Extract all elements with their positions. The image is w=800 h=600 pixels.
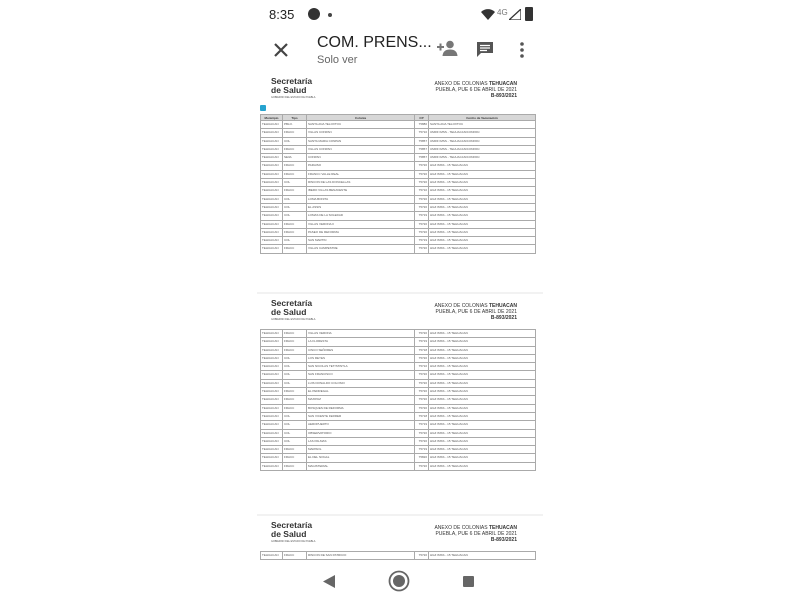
table-row [261, 446, 536, 454]
table-cell: COL [283, 421, 307, 429]
table-cell: TEHUACAN [261, 346, 283, 354]
document-page-2 [257, 294, 543, 514]
table-cell: TEHUACAN [261, 187, 283, 195]
table-cell: COL [283, 354, 307, 362]
table-row [261, 195, 536, 203]
table-cell: EL ASSIS [307, 203, 415, 211]
table-cell: 75719 [415, 421, 429, 429]
table-cell: VILLAS VERONA II [307, 220, 415, 228]
table-cell: OBSERVATORIO [307, 429, 415, 437]
table-cell: TEHUACAN [261, 396, 283, 404]
table-cell: TEHUACAN [261, 404, 283, 412]
table-cell: HGZ IMSS - 15 TEHUACAN [429, 552, 536, 560]
logo-subtext: GOBIERNO DEL ESTADO DE PUEBLA [271, 96, 316, 99]
table-cell: TEHUACAN [261, 552, 283, 560]
table-cell: FRACC [283, 462, 307, 470]
table-body [261, 552, 536, 560]
colonias-table [260, 329, 536, 471]
table-cell: TEHUACAN [261, 212, 283, 220]
signal-icon [509, 9, 521, 20]
table-cell: LUIS DONALDO COLOSIO [307, 379, 415, 387]
table-cell: LOMAS DE LA SOLEDAD [307, 212, 415, 220]
table-cell: COL [283, 179, 307, 187]
notification-dot-icon [328, 13, 332, 17]
table-cell: AEROPUERTO [307, 421, 415, 429]
table-cell: 75720 [415, 245, 429, 253]
table-cell: UMRF IMSS - TEHUACAN/CONPAN [429, 145, 536, 153]
header-city: TEHUACAN [488, 303, 517, 309]
table-cell: VILLAS CONPAN [307, 129, 415, 137]
table-cell: IBERO VILLAS BENAVENTE [307, 187, 415, 195]
table-cell: PBLO. [283, 121, 307, 129]
table-row [261, 454, 536, 462]
table-cell: HGZ IMSS - 15 TEHUACAN [429, 454, 536, 462]
comment-icon[interactable] [476, 41, 494, 58]
table-cell: 75720 [415, 162, 429, 170]
table-cell: 75720 [415, 354, 429, 362]
table-cell: HGZ IMSS - 15 TEHUACAN [429, 187, 536, 195]
header-place-date: PUEBLA, PUE 6 DE ABRIL DE 2021 [435, 309, 517, 315]
table-row [261, 363, 536, 371]
table-cell: FRACC [283, 454, 307, 462]
header-place-date: PUEBLA, PUE 6 DE ABRIL DE 2021 [435, 87, 517, 93]
table-row [261, 170, 536, 178]
table-cell: HGZ IMSS - 15 TEHUACAN [429, 437, 536, 445]
more-vert-icon[interactable] [519, 42, 525, 58]
table-cell: HGZ IMSS - 15 TEHUACAN [429, 212, 536, 220]
table-cell: FRACC [283, 388, 307, 396]
table-cell: 75720 [415, 170, 429, 178]
table-cell: FRACC [283, 245, 307, 253]
table-row [261, 162, 536, 170]
table-cell: RINCON DE SAN PATRICIO [307, 552, 415, 560]
app-bar [257, 28, 543, 72]
table-cell: UMRF IMSS - TEHUACAN/CONPAN [429, 137, 536, 145]
table-cell: TEHUACAN [261, 179, 283, 187]
table-row [261, 552, 536, 560]
column-header: CP [415, 115, 429, 121]
table-row [261, 354, 536, 362]
table-cell: HGZ IMSS - 15 TEHUACAN [429, 379, 536, 387]
table-row [261, 121, 536, 129]
table-cell: 75720 [415, 404, 429, 412]
table-cell: HGZ IMSS - 15 TEHUACAN [429, 462, 536, 470]
table-cell: COL [283, 429, 307, 437]
table-cell: TEHUACAN [261, 245, 283, 253]
status-bar [257, 0, 543, 28]
table-cell: SAN VICENTE FERRER [307, 412, 415, 420]
back-icon[interactable] [323, 575, 335, 588]
table-cell: SANTA ANA TELOXTOC [429, 121, 536, 129]
bookmark-marker-icon [260, 105, 266, 111]
table-cell: TEHUACAN [261, 338, 283, 346]
table-cell: EL PEDREGAL [307, 388, 415, 396]
table-cell: 75720 [415, 371, 429, 379]
table-cell: TEHUACAN [261, 354, 283, 362]
network-label: 4G [497, 8, 508, 17]
table-row [261, 429, 536, 437]
table-cell: HGZ IMSS - 15 TEHUACAN [429, 162, 536, 170]
system-nav-bar [257, 562, 543, 600]
table-row [261, 379, 536, 387]
table-row [261, 228, 536, 236]
person-add-icon[interactable] [437, 40, 459, 56]
table-cell: 75820 [415, 454, 429, 462]
table-cell: 75720 [415, 552, 429, 560]
table-cell: UMRF IMSS - TEHUACAN/CONPAN [429, 154, 536, 162]
table-cell: COL [283, 195, 307, 203]
table-row [261, 154, 536, 162]
table-cell: HGZ IMSS - 15 TEHUACAN [429, 412, 536, 420]
table-cell: TEHUACAN [261, 437, 283, 445]
table-cell: TEHUACAN [261, 129, 283, 137]
table-cell: 75720 [415, 437, 429, 445]
table-row [261, 338, 536, 346]
table-cell: TEHUACAN [261, 228, 283, 236]
table-cell: 75719 [415, 446, 429, 454]
table-cell: PASEO DE REFORMA [307, 228, 415, 236]
table-cell: HGZ IMSS - 15 TEHUACAN [429, 237, 536, 245]
table-cell: 75720 [415, 228, 429, 236]
table-cell: HGZ IMSS - 15 TEHUACAN [429, 421, 536, 429]
table-cell: VILLAS VERONA [307, 330, 415, 338]
table-cell: COL [283, 203, 307, 211]
table-row [261, 137, 536, 145]
table-cell: TEHUACAN [261, 137, 283, 145]
table-row [261, 220, 536, 228]
table-row [261, 129, 536, 137]
table-cell: VILLAS CAMPESTRE [307, 245, 415, 253]
header-city: TEHUACAN [488, 525, 517, 531]
table-cell: 75857 [415, 137, 429, 145]
table-cell: TEHUACAN [261, 330, 283, 338]
table-cell: HGZ IMSS - 15 TEHUACAN [429, 228, 536, 236]
table-cell: TEHUACAN [261, 363, 283, 371]
table-cell: HGZ IMSS - 15 TEHUACAN [429, 203, 536, 211]
table-cell: TEHUACAN [261, 454, 283, 462]
table-cell: 75720 [415, 396, 429, 404]
table-body [261, 330, 536, 471]
table-cell: 75718 [415, 346, 429, 354]
table-cell: TEHUACAN [261, 195, 283, 203]
table-cell: FRACC [283, 396, 307, 404]
table-cell: TEHUACAN [261, 121, 283, 129]
table-cell: LA FLORESTA [307, 338, 415, 346]
table-cell: HGZ IMSS - 15 TEHUACAN [429, 220, 536, 228]
table-cell: LOMA BONITA [307, 195, 415, 203]
messenger-icon [308, 8, 320, 20]
table-cell: HGZ IMSS - 15 TEHUACAN [429, 179, 536, 187]
table-cell: FRACC [283, 220, 307, 228]
table-row [261, 396, 536, 404]
table-row [261, 212, 536, 220]
table-cell: BOSQUES DE REFORMA [307, 404, 415, 412]
table-cell: 75719 [415, 212, 429, 220]
table-cell: SAN FRANCISCO [307, 371, 415, 379]
table-cell: COL [283, 371, 307, 379]
table-cell: HGZ IMSS - 15 TEHUACAN [429, 446, 536, 454]
table-cell: FRACC [283, 338, 307, 346]
table-cell: FRACC [283, 129, 307, 137]
logo-line2: de Salud [271, 85, 307, 95]
table-cell: FRANCC VALLE REAL [307, 170, 415, 178]
table-cell: PARAISO [307, 162, 415, 170]
battery-icon [525, 7, 533, 21]
table-row [261, 371, 536, 379]
column-header: Tipo [283, 115, 307, 121]
table-cell: HGZ IMSS - 15 TEHUACAN [429, 346, 536, 354]
logo-line1: Secretaría [271, 520, 313, 530]
header-city: TEHUACAN [488, 81, 517, 87]
table-cell: SAN MARTIN [307, 237, 415, 245]
table-cell: 75710 [415, 363, 429, 371]
table-cell: COL [283, 137, 307, 145]
table-cell: 75719 [415, 237, 429, 245]
table-cell: COL [283, 437, 307, 445]
table-cell: FRACC [283, 330, 307, 338]
table-cell: 75857 [415, 154, 429, 162]
table-cell: SANTA MARIA CONPAN [307, 137, 415, 145]
table-cell: 75720 [415, 330, 429, 338]
table-cell: SANTA ANA TELOXTOC [307, 121, 415, 129]
table-cell: 75720 [415, 429, 429, 437]
wifi-icon [481, 9, 495, 20]
table-cell: 75710 [415, 187, 429, 195]
table-cell: 75719 [415, 338, 429, 346]
table-cell: HGZ IMSS - 15 TEHUACAN [429, 404, 536, 412]
table-cell: TEHUACAN [261, 145, 283, 153]
table-cell: HGZ IMSS - 15 TEHUACAN [429, 195, 536, 203]
table-cell: FRACC [283, 404, 307, 412]
table-cell: HGZ IMSS - 15 TEHUACAN [429, 388, 536, 396]
document-page-3 [257, 516, 543, 562]
table-cell: 75857 [415, 145, 429, 153]
table-cell: HGZ IMSS - 15 TEHUACAN [429, 429, 536, 437]
table-cell: FRACC [283, 346, 307, 354]
table-cell: 75720 [415, 195, 429, 203]
table-row [261, 187, 536, 195]
table-row [261, 179, 536, 187]
table-cell: 75718 [415, 412, 429, 420]
column-header: Municipio [261, 115, 283, 121]
table-row [261, 145, 536, 153]
header-prefix: ANEXO DE COLONIAS [434, 81, 488, 87]
table-cell: MAGISTERIAL [307, 462, 415, 470]
table-cell: FRACC [283, 145, 307, 153]
table-cell: 75720 [415, 462, 429, 470]
table-row [261, 462, 536, 470]
table-cell: FRACC [283, 228, 307, 236]
table-cell: FRACC [283, 170, 307, 178]
table-cell: EL DEL NOGAL [307, 454, 415, 462]
table-cell: FRACC [283, 162, 307, 170]
table-cell: LAS PALMAS [307, 437, 415, 445]
table-cell: HGZ IMSS - 15 TEHUACAN [429, 330, 536, 338]
table-cell: 75720 [415, 179, 429, 187]
table-cell: 75720 [415, 379, 429, 387]
phone-screen [257, 0, 543, 600]
table-cell: 75720 [415, 388, 429, 396]
table-cell: SAN NICOLAS TETITZINTLA [307, 363, 415, 371]
table-row [261, 245, 536, 253]
document-title: COM. PRENS... [317, 34, 432, 51]
table-cell: CONPAN [307, 154, 415, 162]
status-time: 8:35 [269, 7, 295, 22]
logo-line1: Secretaría [271, 76, 313, 86]
document-subtitle: Solo ver [317, 54, 358, 66]
table-cell: TEHUACAN [261, 388, 283, 396]
table-cell: TEHUACAN [261, 170, 283, 178]
table-cell: TEHUACAN [261, 371, 283, 379]
table-row [261, 421, 536, 429]
table-cell: TEHUACAN [261, 446, 283, 454]
table-body [261, 121, 536, 254]
header-code: B-893/2021 [490, 315, 517, 321]
table-cell: COL [283, 379, 307, 387]
table-cell: COL [283, 412, 307, 420]
table-row [261, 388, 536, 396]
table-cell: TEHUACAN [261, 462, 283, 470]
table-cell: TEHUACAN [261, 162, 283, 170]
table-cell: TEHUACAN [261, 379, 283, 387]
table-row [261, 346, 536, 354]
document-viewer[interactable] [257, 72, 543, 562]
table-cell: FRACC [283, 446, 307, 454]
table-cell: HGZ IMSS - 15 TEHUACAN [429, 338, 536, 346]
table-cell: 75880 [415, 121, 429, 129]
table-row [261, 237, 536, 245]
recents-icon[interactable] [463, 576, 474, 587]
table-cell: 75720 [415, 220, 429, 228]
column-header: Centro de Vacunación [429, 115, 536, 121]
header-place-date: PUEBLA, PUE 6 DE ABRIL DE 2021 [435, 531, 517, 537]
table-cell: TEHUACAN [261, 203, 283, 211]
table-cell: TEHUACAN [261, 154, 283, 162]
table-cell: HGZ IMSS - 15 TEHUACAN [429, 354, 536, 362]
home-icon[interactable] [388, 570, 410, 592]
table-cell: MAXIPAZ [307, 396, 415, 404]
table-cell: TEHUACAN [261, 412, 283, 420]
close-icon[interactable] [269, 38, 293, 62]
document-page-1 [257, 72, 543, 292]
table-cell: HGZ IMSS - 15 TEHUACAN [429, 396, 536, 404]
table-row [261, 437, 536, 445]
table-row [261, 404, 536, 412]
table-cell: LOS REYES [307, 354, 415, 362]
table-cell: RINCON DE LAS DONCELLAS [307, 179, 415, 187]
table-cell: COL [283, 237, 307, 245]
table-cell: CINCO SEÑORES [307, 346, 415, 354]
colonias-table [260, 114, 536, 254]
table-cell: HGZ IMSS - 15 TEHUACAN [429, 170, 536, 178]
header-prefix: ANEXO DE COLONIAS [434, 525, 488, 531]
logo-subtext: GOBIERNO DEL ESTADO DE PUEBLA [271, 318, 316, 321]
logo-line1: Secretaría [271, 298, 313, 308]
table-cell: FRACC [283, 552, 307, 560]
header-code: B-893/2021 [490, 537, 517, 543]
table-cell: TEHUACAN [261, 220, 283, 228]
table-cell: VILLAS CONPAN [307, 145, 415, 153]
table-row [261, 412, 536, 420]
table-cell: COL [283, 363, 307, 371]
header-prefix: ANEXO DE COLONIAS [434, 303, 488, 309]
table-row [261, 203, 536, 211]
column-header: Colonia [307, 115, 415, 121]
table-cell: TEHUACAN [261, 421, 283, 429]
table-cell: HGZ IMSS - 15 TEHUACAN [429, 363, 536, 371]
table-cell: MARISOL [307, 446, 415, 454]
table-row [261, 330, 536, 338]
table-cell: COL [283, 212, 307, 220]
logo-line2: de Salud [271, 307, 307, 317]
table-cell: 75720 [415, 203, 429, 211]
header-code: B-893/2021 [490, 93, 517, 99]
table-cell: HGZ IMSS - 15 TEHUACAN [429, 245, 536, 253]
table-cell: FRACC [283, 187, 307, 195]
logo-line2: de Salud [271, 529, 307, 539]
table-cell: TEHUACAN [261, 237, 283, 245]
table-cell: HGZ IMSS - 15 TEHUACAN [429, 371, 536, 379]
table-cell: UMRF IMSS - TEHUACAN/CONPAN [429, 129, 536, 137]
colonias-table [260, 551, 536, 560]
table-cell: 75710 [415, 129, 429, 137]
table-cell: SEIIA [283, 154, 307, 162]
table-cell: TEHUACAN [261, 429, 283, 437]
logo-subtext: GOBIERNO DEL ESTADO DE PUEBLA [271, 540, 316, 543]
